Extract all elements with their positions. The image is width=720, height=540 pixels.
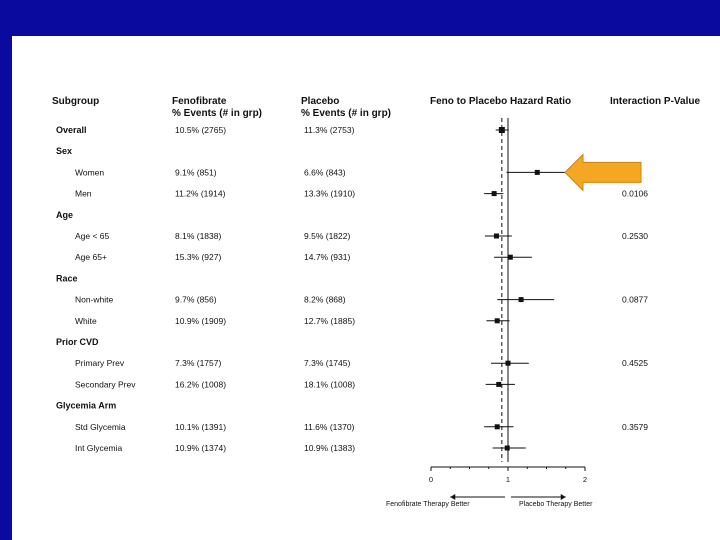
row-label-prior-cvd: Prior CVD: [56, 337, 99, 347]
row-label-white: White: [75, 315, 97, 326]
hr-point-men: [492, 191, 497, 196]
feno-cell-white: 10.9% (1909): [175, 315, 227, 326]
direction-arrowhead-right: [561, 494, 566, 500]
x-tick-label-0: 0: [428, 475, 434, 484]
placebo-cell-secondary-prev: 18.1% (1008): [304, 379, 356, 390]
p-value-std-glycemia: 0.3579: [622, 421, 648, 432]
row-label-non-white: Non-white: [75, 294, 114, 305]
row-label-int-glycemia: Int Glycemia: [75, 443, 123, 453]
x-tick-label-1: 1: [505, 475, 511, 484]
hr-point-std-glycemia: [495, 424, 500, 429]
placebo-cell-women: 6.6% (843): [304, 167, 346, 178]
plot-marks: [429, 118, 641, 500]
p-value-men: 0.0106: [622, 188, 648, 199]
row-label-age-65: Age < 65: [75, 231, 110, 241]
row-label-women: Women: [75, 167, 105, 178]
feno-cell-overall: 10.5% (2765): [175, 125, 227, 135]
row-label-sex: Sex: [56, 146, 73, 157]
feno-cell-age-65: 8.1% (1838): [175, 231, 222, 241]
hr-point-age-65: [508, 255, 513, 260]
feno-cell-primary-prev: 7.3% (1757): [175, 358, 222, 369]
table-rows: [56, 125, 648, 453]
header-hazard-ratio: Feno to Placebo Hazard Ratio: [430, 96, 572, 107]
direction-arrowhead-left: [450, 494, 455, 500]
header-placebo-line2: % Events (# in grp): [301, 108, 392, 119]
header-subgroup: Subgroup: [52, 96, 100, 107]
row-label-overall: Overall: [56, 125, 87, 135]
hr-point-secondary-prev: [496, 382, 501, 387]
highlight-arrow: [565, 154, 641, 190]
hr-point-non-white: [519, 297, 524, 302]
feno-cell-secondary-prev: 16.2% (1008): [175, 379, 227, 390]
placebo-cell-non-white: 8.2% (868): [304, 294, 346, 305]
hr-point-white: [495, 318, 500, 323]
row-label-race: Race: [56, 273, 78, 284]
feno-cell-men: 11.2% (1914): [175, 188, 226, 199]
feno-cell-non-white: 9.7% (856): [175, 294, 217, 305]
feno-cell-age-65: 15.3% (927): [175, 252, 222, 263]
row-label-age: Age: [56, 209, 74, 220]
placebo-cell-std-glycemia: 11.6% (1370): [304, 421, 355, 432]
feno-cell-int-glycemia: 10.9% (1374): [175, 443, 227, 453]
axis-label-left: Fenofibrate Therapy Better: [386, 501, 470, 508]
x-tick-label-2: 2: [582, 475, 588, 484]
hr-point-women: [535, 170, 540, 175]
row-label-men: Men: [75, 188, 92, 199]
header-feno-line2: % Events (# in grp): [172, 108, 263, 119]
header-p-value: Interaction P-Value: [610, 96, 701, 107]
hr-point-int-glycemia: [505, 446, 510, 451]
placebo-cell-age-65: 14.7% (931): [304, 252, 351, 263]
row-label-std-glycemia: Std Glycemia: [75, 421, 126, 432]
row-label-glycemia-arm: Glycemia Arm: [56, 400, 117, 411]
row-label-secondary-prev: Secondary Prev: [75, 379, 136, 390]
header-feno-line1: Fenofibrate: [172, 96, 227, 107]
feno-cell-std-glycemia: 10.1% (1391): [175, 421, 227, 432]
placebo-cell-age-65: 9.5% (1822): [304, 231, 351, 241]
p-value-primary-prev: 0.4525: [622, 358, 648, 369]
header-placebo-line1: Placebo: [301, 96, 340, 107]
feno-cell-women: 9.1% (851): [175, 167, 217, 178]
placebo-cell-men: 13.3% (1910): [304, 188, 356, 199]
placebo-cell-int-glycemia: 10.9% (1383): [304, 443, 356, 453]
p-value-age-65: 0.2530: [622, 231, 648, 241]
placebo-cell-white: 12.7% (1885): [304, 315, 356, 326]
row-label-primary-prev: Primary Prev: [75, 358, 125, 369]
placebo-cell-primary-prev: 7.3% (1745): [304, 358, 351, 369]
p-value-non-white: 0.0877: [622, 294, 648, 305]
placebo-cell-overall: 11.3% (2753): [304, 125, 355, 135]
hr-point-age-65: [494, 234, 499, 239]
row-label-age-65: Age 65+: [75, 252, 107, 263]
axis-label-right: Placebo Therapy Better: [519, 501, 593, 508]
